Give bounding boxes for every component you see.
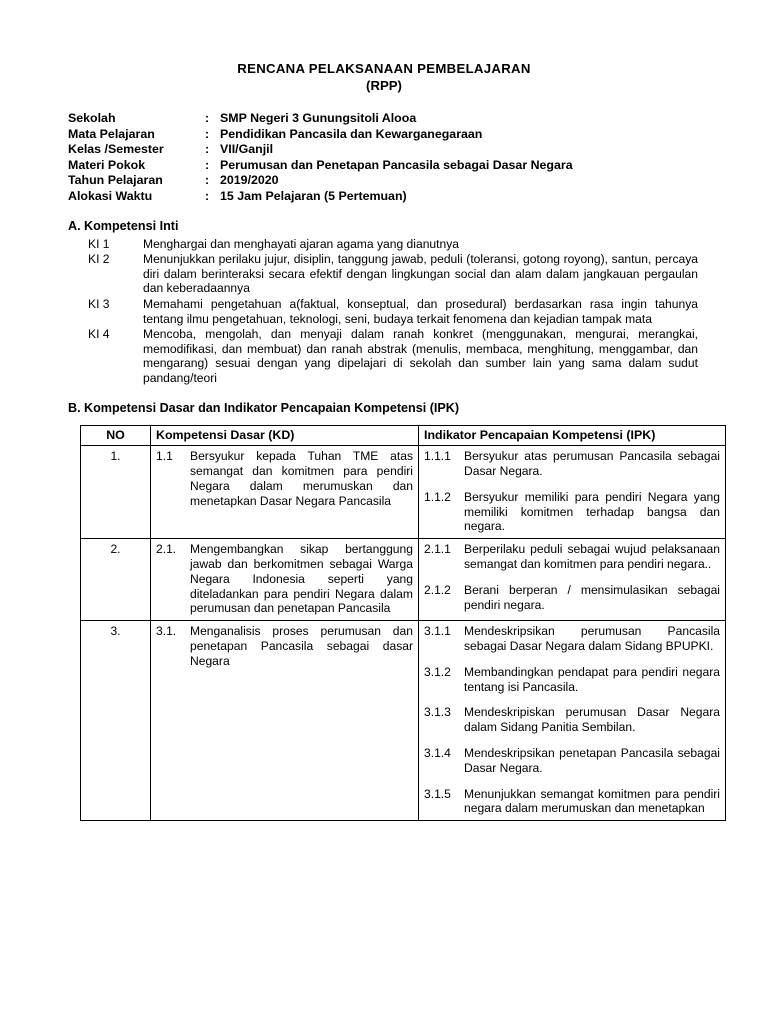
section-b-heading — [68, 401, 768, 415]
cell-no: 1. — [81, 446, 151, 539]
ki-key: KI 2 — [88, 252, 110, 267]
ki-row — [88, 252, 700, 297]
cell-ipk — [419, 446, 726, 539]
ki-text: Menghargai dan menghayati ajaran agama yang dianutnya — [143, 236, 460, 251]
cell-no: 3. — [81, 621, 151, 821]
ki-row — [88, 327, 700, 386]
identity-label: Kelas /Semester — [68, 142, 164, 157]
kd-ipk-table-body — [81, 446, 726, 821]
identity-value: 15 Jam Pelajaran (5 Pertemuan) — [220, 188, 407, 203]
ipk-item-text: Berani berperan / mensimulasikan sebagai pendiri negara. — [464, 582, 720, 612]
identity-value: Perumusan dan Penetapan Pancasila sebagai Dasar Negara — [220, 157, 573, 172]
ipk-item-number: 3.1.5 — [424, 786, 451, 801]
cell-kd — [151, 446, 419, 539]
kd-item-text: Mengembangkan sikap bertanggung jawab dan berkomitmen sebagai Warga Negara Indonesia seperti yang diteladankan para pendiri Negara dalam perumusan dan penetapan Pancasila — [190, 542, 413, 616]
ki-text: Menunjukkan perilaku jujur, disiplin, tanggung jawab, peduli (toleransi, gotong royong), santun, percaya diri dalam berinteraksi secara efektif dengan lingkungan social dan alam dalam jangkauan pergaulan dan keberadaannya — [143, 252, 698, 296]
ipk-item-text: Mendeskripsikan perumusan Pancasila sebagai Dasar Negara dalam Sidang BPUPKI. — [464, 624, 720, 654]
cell-ipk — [419, 621, 726, 821]
ipk-item-number: 1.1.2 — [424, 489, 451, 504]
kompetensi-inti-list — [88, 237, 700, 387]
column-header-no: NO — [81, 425, 151, 446]
kd-ipk-table — [80, 425, 726, 822]
identity-label: Sekolah — [68, 111, 116, 125]
identity-label: Mata Pelajaran — [68, 126, 155, 141]
section-b-letter: B. — [68, 400, 81, 415]
column-header-kd: Kompetensi Dasar (KD) — [151, 425, 419, 446]
ipk-item-number: 1.1.1 — [424, 449, 451, 464]
identity-row — [68, 189, 573, 205]
ki-key: KI 4 — [88, 327, 110, 342]
kd-item-number: 2.1. — [156, 542, 177, 557]
ipk-item — [424, 490, 720, 534]
identity-separator: : — [205, 157, 210, 172]
identity-row — [68, 111, 573, 127]
identity-value: SMP Negeri 3 Gunungsitoli Alooa — [220, 111, 417, 125]
ipk-item-text: Menunjukkan semangat komitmen para pendiri negara dalam merumuskan dan menetapkan — [464, 786, 720, 816]
document-title: RENCANA PELAKSANAAN PEMBELAJARAN — [237, 61, 531, 76]
ipk-item-text: Bersyukur atas perumusan Pancasila sebagai Dasar Negara. — [464, 449, 720, 479]
ki-rows — [88, 237, 700, 387]
table-row — [81, 446, 726, 539]
identity-label: Tahun Pelajaran — [68, 173, 163, 188]
ipk-item — [424, 787, 720, 817]
cell-ipk — [419, 539, 726, 621]
identity-block — [68, 111, 573, 205]
kd-item-number: 1.1 — [156, 449, 173, 464]
ipk-item — [424, 583, 720, 613]
table-header-row — [81, 425, 726, 446]
ipk-item-number: 2.1.1 — [424, 542, 451, 557]
identity-separator: : — [205, 126, 210, 141]
section-a-title: Kompetensi Inti — [84, 218, 179, 233]
identity-row — [68, 158, 573, 174]
ipk-item-number: 3.1.1 — [424, 624, 451, 639]
document-subtitle: (RPP) — [366, 78, 402, 93]
cell-kd — [151, 539, 419, 621]
ipk-item-text: Mendeskripiskan perumusan Dasar Negara dalam Sidang Panitia Sembilan. — [464, 705, 720, 735]
ipk-item — [424, 449, 720, 479]
cell-kd — [151, 621, 419, 821]
kd-item — [156, 624, 413, 668]
ipk-item — [424, 746, 720, 776]
identity-separator: : — [205, 173, 210, 188]
kd-item-text: Bersyukur kepada Tuhan TME atas semangat dan komitmen para pendiri Negara dalam merumuskan dan menetapkan Dasar Negara Pancasila — [190, 449, 413, 508]
ipk-item — [424, 705, 720, 735]
identity-separator: : — [205, 111, 210, 125]
cell-no: 2. — [81, 539, 151, 621]
ipk-item-text: Membandingkan pendapat para pendiri negara tentang isi Pancasila. — [464, 664, 720, 694]
ki-key: KI 3 — [88, 296, 110, 311]
ki-row — [88, 237, 700, 253]
identity-row — [68, 142, 573, 158]
table-row — [81, 539, 726, 621]
ki-text: Mencoba, mengolah, dan menyaji dalam ranah konkret (menggunakan, mengurai, merangkai, memodifikasi, dan membuat) dan ranah abstrak (menulis, membaca, menghitung, menggambar, dan mengarang) sesuai dengan yang dipelajari di sekolah dan sumber lain yang sama dalam sudut pandang/teori — [143, 327, 698, 385]
section-a-letter: A. — [68, 218, 81, 233]
ipk-item — [424, 542, 720, 572]
ipk-item-text: Mendeskripsikan penetapan Pancasila sebagai Dasar Negara. — [464, 746, 720, 775]
identity-label: Materi Pokok — [68, 157, 146, 172]
identity-value: 2019/2020 — [220, 173, 279, 188]
identity-value: Pendidikan Pancasila dan Kewarganegaraan — [220, 126, 483, 141]
identity-separator: : — [205, 142, 210, 157]
ipk-item-text: Bersyukur memiliki para pendiri Negara yang memiliki komitmen terhadap bangsa dan negara. — [464, 489, 720, 534]
ipk-item — [424, 624, 720, 654]
identity-row — [68, 127, 573, 143]
kd-ipk-table-head — [81, 425, 726, 446]
kd-item — [156, 449, 413, 508]
column-header-ipk: Indikator Pencapaian Kompetensi (IPK) — [419, 425, 726, 446]
ipk-item-text: Berperilaku peduli sebagai wujud pelaksanaan semangat dan komitmen para pendiri negara.. — [464, 542, 720, 572]
ipk-item-number: 3.1.3 — [424, 705, 451, 720]
identity-separator: : — [205, 188, 210, 203]
section-a-heading — [68, 219, 768, 233]
kd-ipk-table-wrapper — [80, 425, 720, 822]
section-b-title: Kompetensi Dasar dan Indikator Pencapaian Kompetensi (IPK) — [84, 400, 460, 415]
kd-item-number: 3.1. — [156, 624, 177, 639]
ipk-item — [424, 665, 720, 695]
kd-item-text: Menganalisis proses perumusan dan penetapan Pancasila sebagai dasar Negara — [190, 624, 413, 668]
ipk-item-number: 3.1.4 — [424, 746, 451, 761]
identity-rows — [68, 111, 573, 205]
ki-row — [88, 297, 700, 327]
identity-row — [68, 173, 573, 189]
table-row — [81, 621, 726, 821]
identity-value: VII/Ganjil — [220, 142, 274, 157]
kd-item — [156, 542, 413, 616]
ipk-item-number: 2.1.2 — [424, 582, 451, 597]
ki-text: Memahami pengetahuan a(faktual, konseptual, dan prosedural) berdasarkan rasa ingin tahunya tentang ilmu pengetahuan, teknologi, seni, budaya terkait fenomena dan kejadian tampak mata — [143, 296, 698, 326]
ki-key: KI 1 — [88, 236, 110, 251]
identity-label: Alokasi Waktu — [68, 188, 153, 203]
ipk-item-number: 3.1.2 — [424, 664, 451, 679]
